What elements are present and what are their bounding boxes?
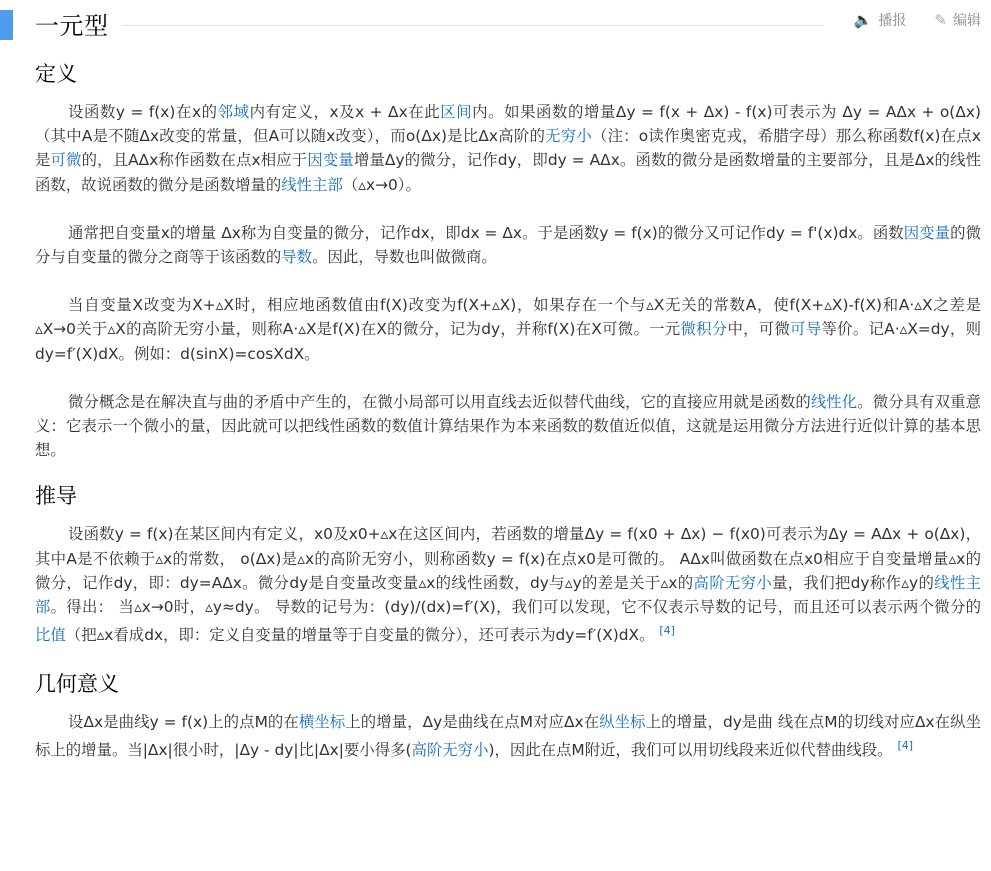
link-infinitesimal[interactable]: 无穷小 bbox=[545, 127, 592, 146]
paragraph-definition-2 bbox=[0, 221, 991, 269]
link-ordinate[interactable]: 纵坐标 bbox=[599, 712, 646, 731]
text: 设函数y = f(x)在某区间内有定义，x0及x0+▵x在这区间内，若函数的增量Δy = f(x0 + Δx) − f(x0)可表示为Δy = AΔx + o(Δx)，其中A是不依赖于▵x的常数， o(Δx)是▵x的高阶无穷小，则称函数y = f(x)在点x0是可微的。 AΔx叫做函数在点x0相应于自变量增量▵x的微分，记作dy，即：dy=AΔx。微分dy是自变量改变量▵x的线性函数，dy与▵y的差是关于▵x的 bbox=[35, 525, 981, 592]
text: 设Δx是曲线y = f(x)上的点M的在 bbox=[68, 712, 299, 731]
text: 当自变量X改变为X+▵X时，相应地函数值由f(X)改变为f(X+▵X)，如果存在一个与▵X无关的常数A，使f(X+▵X)-f(X)和A·▵X之差是▵X→0关于▵X的高阶无穷小量，则称A·▵X是f(X)在X的微分，记为dy，并称f(X)在X可微。一元 bbox=[35, 296, 981, 339]
link-dependent-variable[interactable]: 因变量 bbox=[307, 151, 354, 170]
title-accent-bar bbox=[0, 10, 13, 40]
text: 内。如果函数的增量Δy = f(x + Δx) - f(x)可表示为 Δy = AΔx + o(Δx)（其中A是不随Δx改变的常量，但A可以随x改变），而o(Δx)是比Δx高阶的 bbox=[35, 103, 981, 146]
link-calculus[interactable]: 微积分 bbox=[680, 320, 728, 339]
paragraph-geometric-meaning bbox=[0, 710, 991, 763]
link-linear-principal-part[interactable]: 线性主部 bbox=[281, 175, 343, 194]
link-derivable[interactable]: 可导 bbox=[790, 320, 822, 339]
edit-button[interactable] bbox=[934, 10, 981, 30]
link-differentiable[interactable]: 可微 bbox=[50, 151, 82, 170]
text: （把▵x看成dx，即：定义自变量的增量等于自变量的微分），还可表示为dy=f′(X)dX。 bbox=[65, 626, 655, 645]
text: 量，我们把dy称作▵y的 bbox=[772, 573, 935, 592]
text: 等价。记A·▵X=dy，则dy=f′(X)dX。例如：d(sinX)=cosXdX。 bbox=[35, 320, 981, 363]
page-title: 一元型 bbox=[35, 12, 109, 40]
paragraph-definition-1 bbox=[0, 100, 991, 197]
section-title-geometric-meaning: 几何意义 bbox=[35, 671, 119, 696]
text: 设函数y = f(x)在x的 bbox=[68, 103, 218, 121]
text: 。微分具有双重意义：它表示一个微小的量，因此就可以把线性函数的数值计算结果作为本来函数的数值近似值，这就是运用微分方法进行近似计算的基本思想。 bbox=[35, 392, 981, 460]
paragraph-definition-3 bbox=[0, 293, 991, 366]
text: )，因此在点M附近，我们可以用切线段来近似代替曲线段。 bbox=[488, 740, 893, 759]
reference-link[interactable]: [4] bbox=[659, 624, 675, 638]
section-title-definition: 定义 bbox=[35, 62, 77, 86]
edit-label: 编辑 bbox=[953, 13, 981, 29]
text: 微分概念是在解决直与曲的矛盾中产生的，在微小局部可以用直线去近似替代曲线，它的直接应用就是函数的 bbox=[68, 392, 811, 411]
text: 通常把自变量x的增量 Δx称为自变量的微分，记作dx，即dx = Δx。于是函数y = f(x)的微分又可记作dy = f'(x)dx。函数 bbox=[68, 223, 904, 242]
paragraph-definition-4 bbox=[0, 390, 991, 463]
link-linear-principal-part[interactable]: 线性主部 bbox=[35, 573, 981, 617]
text: 。因此，导数也叫做微商。 bbox=[312, 248, 497, 267]
reference-link[interactable]: [4] bbox=[897, 738, 914, 752]
link-higher-order-infinitesimal[interactable]: 高阶无穷小 bbox=[693, 573, 773, 592]
link-ratio[interactable]: 比值 bbox=[35, 626, 66, 645]
section-header bbox=[0, 0, 991, 52]
title-divider bbox=[122, 25, 823, 26]
report-button[interactable] bbox=[854, 10, 907, 30]
link-derivative[interactable]: 导数 bbox=[281, 248, 313, 267]
text: 内有定义，x及x + Δx在此 bbox=[249, 103, 441, 121]
text: 。得出： 当▵x→0时，▵y≈dy。 导数的记号为：(dy)/(dx)=f′(X)，我们可以发现，它不仅表示导数的记号，而且还可以表示两个微分的 bbox=[50, 598, 981, 617]
text: 上的增量，dy是曲 线在点M的切线对应Δx在纵坐标上的增量。当|Δx|很小时，|Δy - dy|比|Δx|要小得多( bbox=[35, 712, 982, 759]
link-linearization[interactable]: 线性化 bbox=[810, 392, 858, 411]
text: （注：o读作奥密克戎，希腊字母）那么称函数f(x)在点x是 bbox=[35, 127, 981, 170]
reference-sup bbox=[897, 738, 913, 753]
pencil-icon: ✎ bbox=[934, 11, 947, 29]
report-label: 播报 bbox=[878, 13, 907, 29]
text: 增量Δy的微分，记作dy，即dy = AΔx。函数的微分是函数增量的主要部分，且是Δx的线性函数，故说函数的微分是函数增量的 bbox=[35, 151, 981, 194]
link-neighborhood[interactable]: 邻域 bbox=[217, 103, 250, 121]
link-abscissa[interactable]: 横坐标 bbox=[298, 712, 346, 731]
paragraph-derivation bbox=[0, 522, 991, 647]
text: 上的增量，Δy是曲线在点M对应Δx在 bbox=[345, 712, 600, 731]
link-dependent-variable[interactable]: 因变量 bbox=[903, 223, 951, 242]
section-title-derivation: 推导 bbox=[35, 484, 77, 509]
link-interval[interactable]: 区间 bbox=[440, 103, 473, 121]
reference-sup bbox=[659, 623, 675, 638]
header-tools bbox=[854, 10, 981, 30]
link-higher-order-infinitesimal[interactable]: 高阶无穷小 bbox=[411, 740, 489, 759]
text: 的，且AΔx称作函数在点x相应于 bbox=[81, 151, 308, 170]
text: （▵x→0）。 bbox=[342, 175, 421, 194]
text: 中，可微 bbox=[727, 320, 791, 339]
speaker-icon: 🔈 bbox=[853, 11, 873, 29]
text: 的微分与自变量的微分之商等于该函数的 bbox=[35, 223, 981, 267]
